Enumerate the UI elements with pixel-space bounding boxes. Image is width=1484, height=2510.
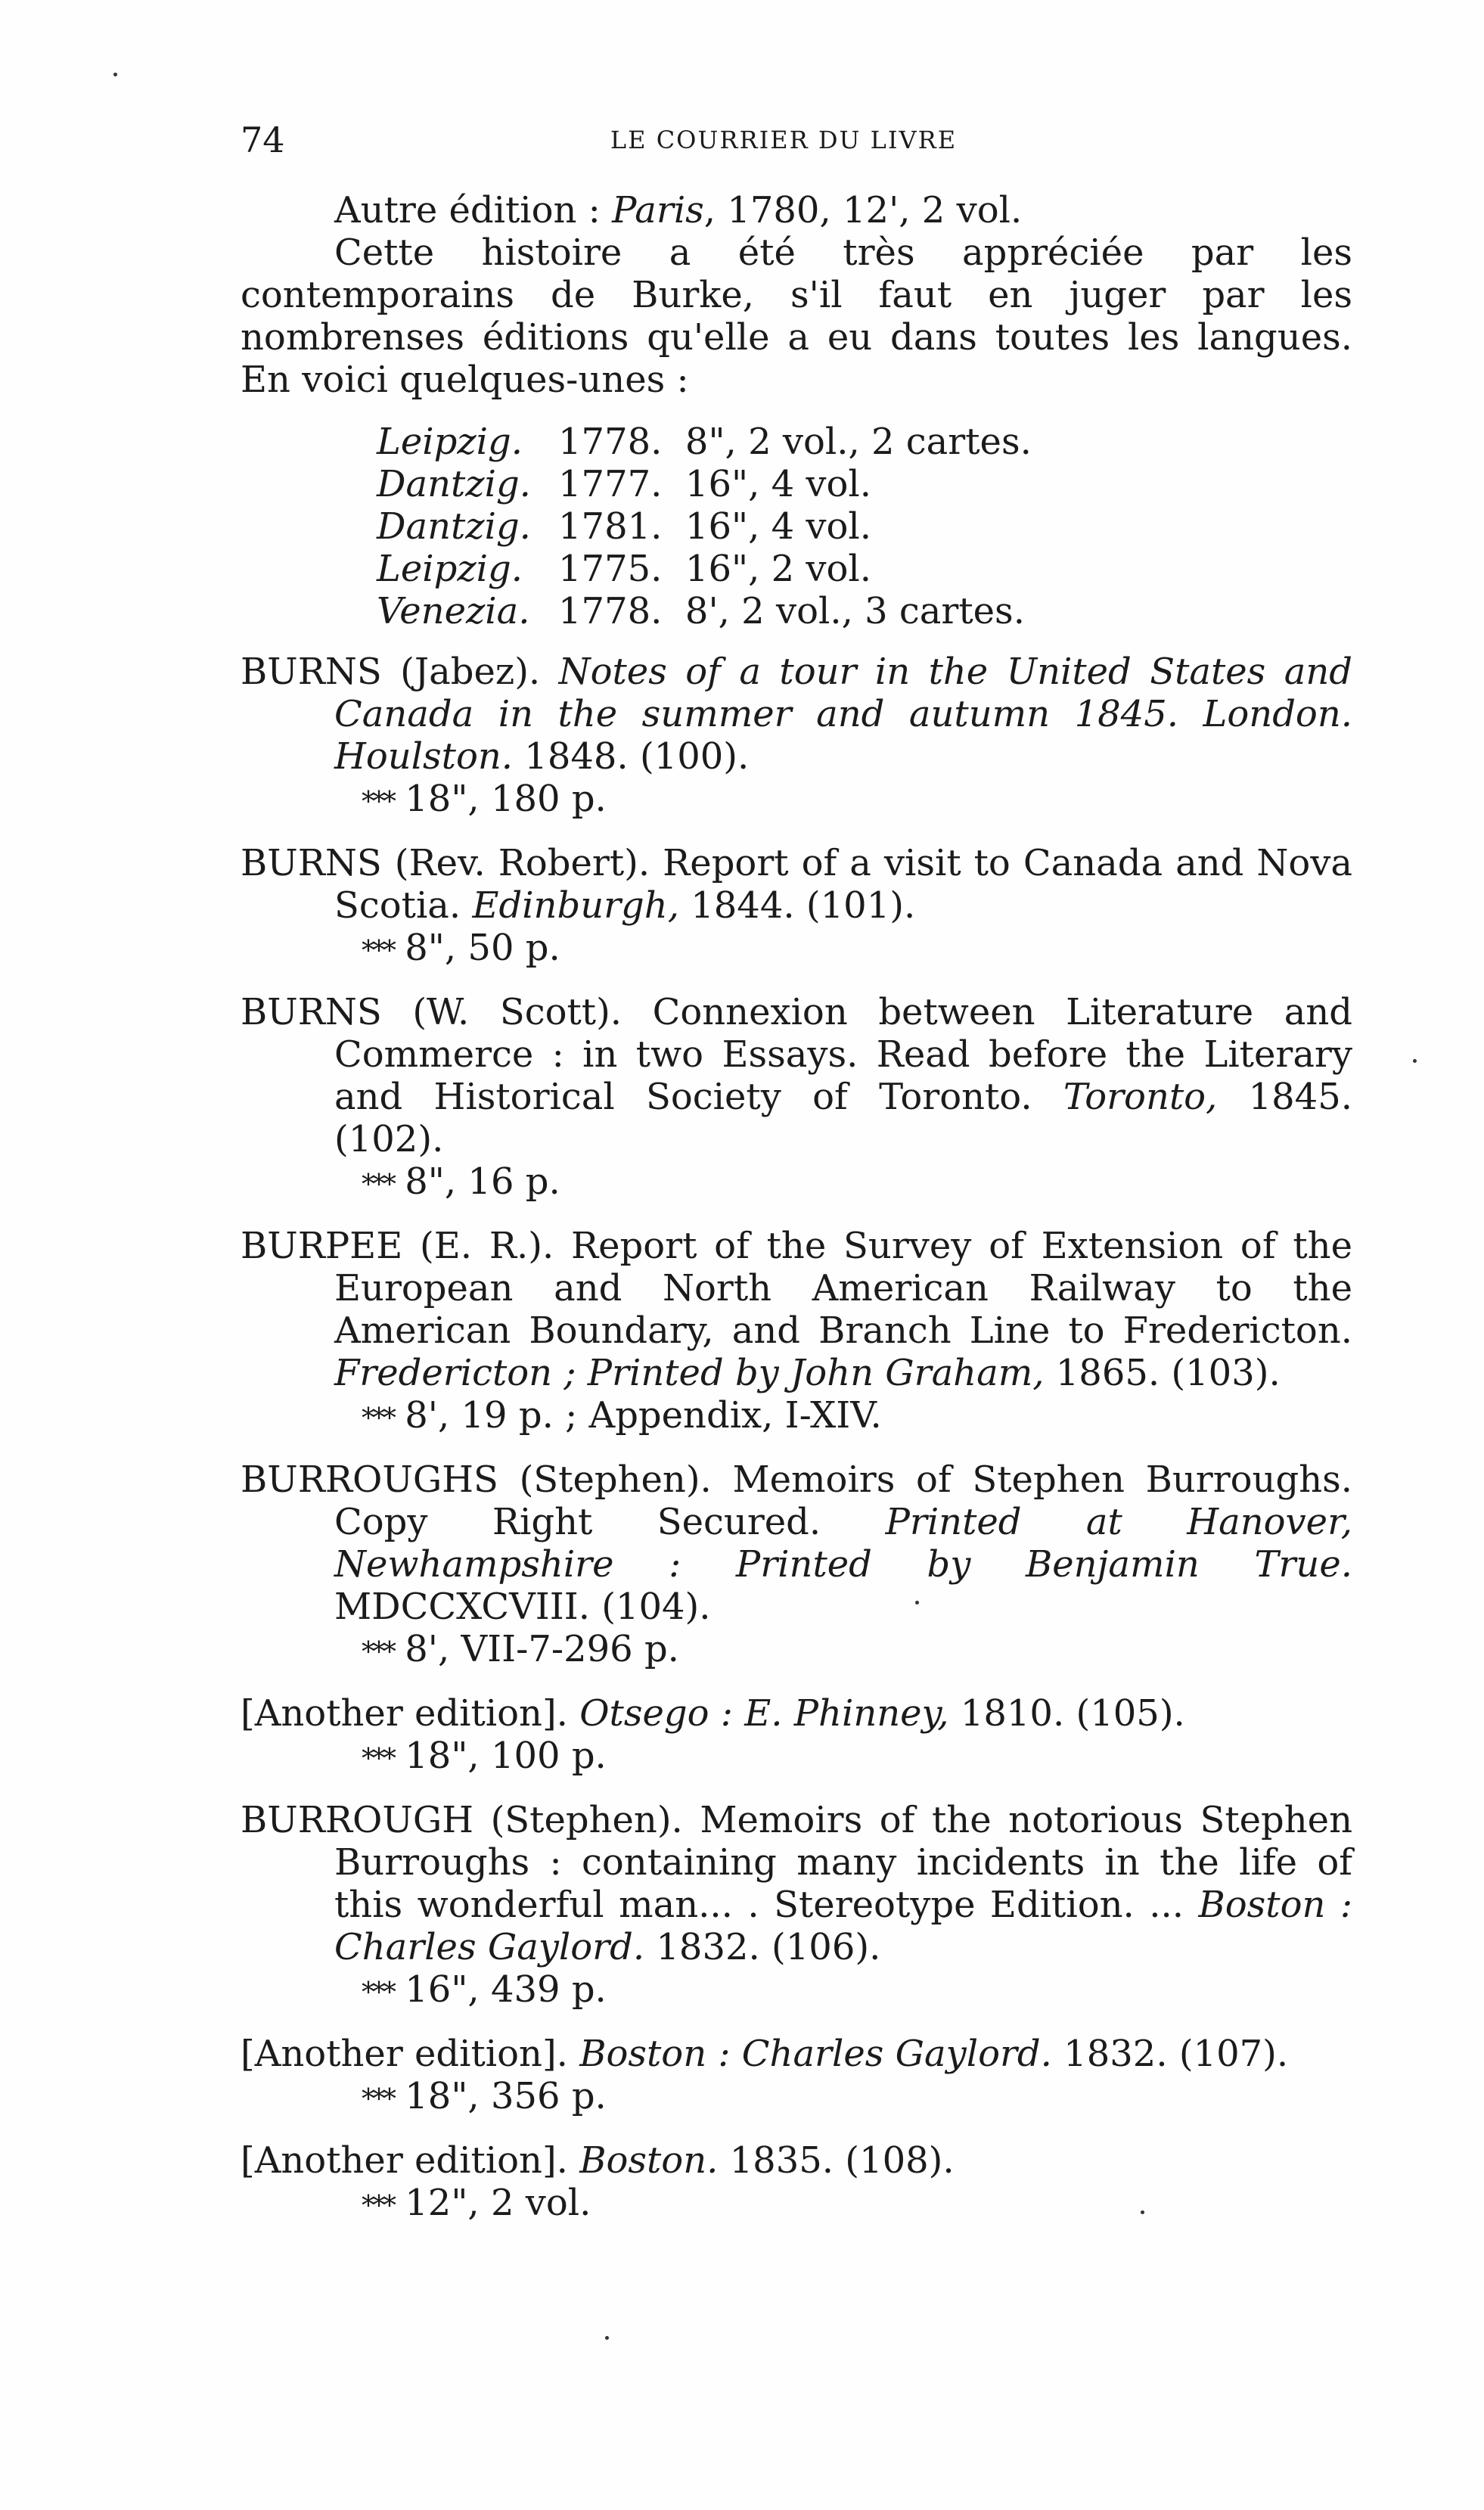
- edition-city: Dantzig.: [377, 463, 531, 505]
- entry-citation-text: London. Houlston.: [334, 693, 1352, 778]
- entry-citation-text: 1844. (101).: [678, 884, 916, 927]
- entry-citation-text: 1832. (107).: [1051, 2033, 1289, 2075]
- entry-citation-text: 1835. (108).: [718, 2139, 955, 2182]
- edition-detail: 1778. 8", 2 vol., 2 cartes.: [558, 421, 1032, 463]
- entry-citation-italic: Boston.: [579, 2139, 719, 2182]
- entry-collation: [241, 1968, 1352, 2015]
- page-number: 74: [241, 120, 285, 160]
- entry-collation: [241, 2182, 1352, 2228]
- entry-citation-italic: Notes of a tour in the United States and Canada in the summer and autumn 1845.: [334, 651, 1352, 735]
- edition-row: [377, 421, 1352, 463]
- entry-citation-italic: Fredericton ; Printed by John Graham,: [334, 1352, 1045, 1394]
- edition-detail: 1775. 16", 2 vol.: [558, 548, 872, 590]
- entry-collation-text: 8", 50 p.: [405, 927, 560, 969]
- speck: [113, 73, 117, 76]
- edition-row: [377, 505, 1352, 548]
- entry-collation-text: 18", 100 p.: [405, 1735, 607, 1777]
- entry-citation: [241, 651, 1352, 778]
- entry-collation-text: 8", 16 p.: [405, 1160, 560, 1203]
- edition-detail: 1781. 16", 4 vol.: [558, 505, 872, 548]
- intro-p1-city: Paris: [612, 189, 704, 231]
- edition-detail: 1777. 16", 4 vol.: [558, 463, 872, 505]
- bibliography-entry: [241, 1692, 1352, 1781]
- entry-collation: [241, 927, 1352, 973]
- asterism-mark: ***: [362, 1977, 393, 2008]
- bibliography-entry: [241, 2139, 1352, 2228]
- entry-collation-text: 18", 356 p.: [405, 2075, 607, 2117]
- entry-collation-text: 16", 439 p.: [405, 1968, 607, 2011]
- running-title: LE COURRIER DU LIVRE: [610, 126, 958, 154]
- intro-p1-text: Autre édition :: [334, 189, 613, 231]
- bibliography-entry: [241, 991, 1352, 1207]
- entry-citation-italic: Boston : Charles Gaylord.: [579, 2033, 1052, 2075]
- entry-citation: [241, 842, 1352, 927]
- edition-detail: 1778. 8', 2 vol., 3 cartes.: [558, 590, 1025, 632]
- edition-row: [377, 590, 1352, 632]
- page-header: [0, 113, 1484, 166]
- entry-collation: [241, 1160, 1352, 1207]
- edition-city: Venezia.: [377, 590, 530, 632]
- bibliography-entry: [241, 2033, 1352, 2121]
- entry-citation-text: [Another edition].: [241, 2033, 580, 2075]
- bibliography-entry: [241, 1458, 1352, 1674]
- speck: [605, 2336, 609, 2340]
- asterism-mark: ***: [362, 1744, 393, 1775]
- entry-citation-italic: Edinburgh,: [472, 884, 679, 927]
- entry-citation-text: 1810. (105).: [948, 1692, 1185, 1735]
- bibliography-entry: [241, 842, 1352, 973]
- edition-city: Dantzig.: [377, 505, 531, 548]
- intro-p1-detail: , 1780, 12', 2 vol.: [703, 189, 1023, 231]
- entry-collation: [241, 1628, 1352, 1674]
- edition-row: [377, 463, 1352, 505]
- entry-citation-text: 1832. (106).: [644, 1926, 881, 1968]
- entry-citation-text: [Another edition].: [241, 2139, 580, 2182]
- asterism-mark: ***: [362, 936, 393, 967]
- intro-paragraph-2: Cette histoire a été très appréciée par les contemporains de Burke, s'il faut en juger par les nombrenses éditions qu'elle a eu dans toutes les langues. En voici quelques-unes :: [241, 231, 1352, 401]
- entry-citation-text: BURROUGHS (Stephen). Memoirs of Stephen Burroughs. Copy Right Secured.: [241, 1458, 1352, 1543]
- bibliography-entry: [241, 651, 1352, 824]
- entry-citation: [241, 2033, 1352, 2075]
- asterism-mark: ***: [362, 2191, 393, 2222]
- entry-citation: [241, 1458, 1352, 1628]
- entry-citation-text: BURNS (Rev. Robert). Report of a visit to Canada and Nova Scotia.: [241, 842, 1352, 927]
- entry-citation-text: [Another edition].: [241, 1692, 580, 1735]
- entry-collation-text: 8', 19 p. ; Appendix, I-XIV.: [405, 1394, 882, 1437]
- speck: [915, 1601, 919, 1604]
- entry-citation: [241, 1692, 1352, 1735]
- entry-collation-text: 18", 180 p.: [405, 778, 607, 820]
- edition-city: Leipzig.: [377, 548, 523, 590]
- entry-citation-italic: Otsego : E. Phinney,: [579, 1692, 949, 1735]
- asterism-mark: ***: [362, 2084, 393, 2115]
- editions-list: [377, 421, 1352, 632]
- entry-collation-text: 8', VII-7-296 p.: [405, 1628, 679, 1670]
- entry-citation-text: 1848. (100).: [513, 735, 750, 778]
- bibliography-entries: [241, 651, 1352, 2228]
- entry-citation-text: BURNS (Jabez).: [241, 651, 559, 693]
- entry-citation: [241, 1799, 1352, 1968]
- entry-citation-text: 1865. (103).: [1044, 1352, 1281, 1394]
- entry-collation-text: 12", 2 vol.: [405, 2182, 591, 2224]
- speck: [1141, 2210, 1144, 2214]
- edition-city: Leipzig.: [377, 421, 523, 463]
- asterism-mark: ***: [362, 787, 393, 818]
- entry-citation-italic: Printed at Hanover, Newhampshire : Printed by Benjamin True.: [334, 1501, 1352, 1586]
- intro-paragraph-1: [241, 189, 1352, 231]
- entry-citation-text: BURPEE (E. R.). Report of the Survey of Extension of the European and North American Railway to the American Boundary, and Branch Line to Fredericton.: [241, 1225, 1352, 1352]
- entry-citation-text: 1845. (102).: [334, 1076, 1353, 1160]
- asterism-mark: ***: [362, 1403, 393, 1434]
- entry-citation: [241, 1225, 1352, 1394]
- speck: [1413, 1059, 1417, 1063]
- entry-collation: [241, 778, 1352, 824]
- entry-citation-text: MDCCXCVIII. (104).: [334, 1586, 711, 1628]
- entry-citation-text: BURNS (W. Scott). Connexion between Literature and Commerce : in two Essays. Read before the Literary and Historical Society of Toronto.: [241, 991, 1352, 1118]
- entry-collation: [241, 2075, 1352, 2121]
- entry-collation: [241, 1735, 1352, 1781]
- page-body: [241, 189, 1352, 2228]
- asterism-mark: ***: [362, 1637, 393, 1668]
- entry-collation: [241, 1394, 1352, 1440]
- entry-citation-italic: Toronto,: [1063, 1076, 1218, 1118]
- asterism-mark: ***: [362, 1170, 393, 1201]
- entry-citation: [241, 991, 1352, 1160]
- entry-citation-text: BURROUGH (Stephen). Memoirs of the notorious Stephen Burroughs : containing many incidents in the life of this wonderful man... . Stereotype Edition. ...: [241, 1799, 1352, 1926]
- entry-citation-italic: Boston : Charles Gaylord.: [334, 1884, 1353, 1968]
- bibliography-entry: [241, 1799, 1352, 2015]
- bibliography-entry: [241, 1225, 1352, 1440]
- entry-citation: [241, 2139, 1352, 2182]
- edition-row: [377, 548, 1352, 590]
